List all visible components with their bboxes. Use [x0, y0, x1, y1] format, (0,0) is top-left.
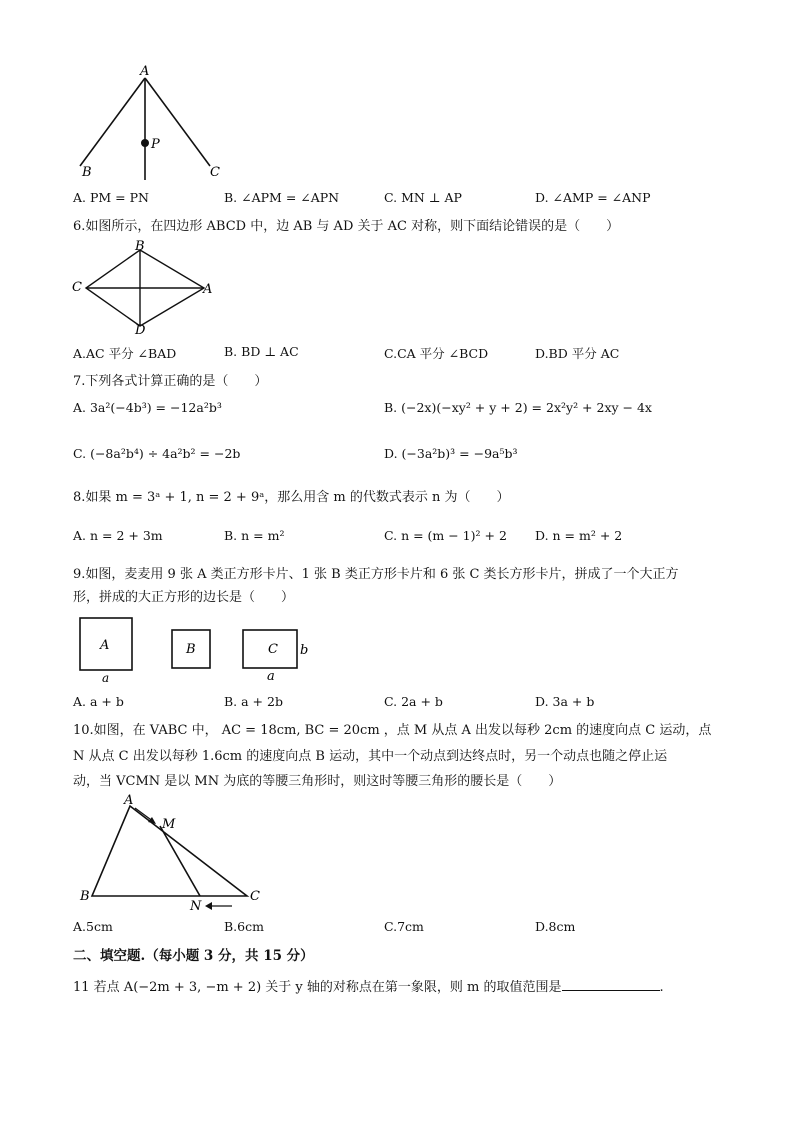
q5-label-p: P [151, 137, 160, 152]
q6-figure [72, 238, 222, 334]
q8-option-c: C. n = (m − 1)² + 2 [384, 528, 507, 543]
q5-label-c: C [210, 165, 220, 180]
q9-option-a: A. a + b [73, 694, 124, 709]
q5-option-c: C. MN ⊥ AP [384, 190, 462, 205]
q5-label-b: B [82, 165, 92, 180]
q11-answer-blank[interactable] [562, 978, 660, 991]
q5-option-b: B. ∠APM = ∠APN [224, 190, 340, 205]
q9-card-a-label: A [100, 638, 110, 653]
q9-card-b-label: B [186, 642, 196, 657]
q10-label-m: M [162, 817, 176, 832]
q10-option-c: C.7cm [384, 919, 424, 934]
q5-line-ac [145, 78, 210, 166]
q10-stem-line2: N 从点 C 出发以每秒 1.6cm 的速度向点 B 运动，其中一个动点到达终点时，另一个动点也随之停止运 [73, 749, 668, 764]
q10-label-c: C [250, 889, 260, 904]
q10-stem-line3: 动，当 VCMN 是以 MN 为底的等腰三角形时，则这时等腰三角形的腰长是（ ） [73, 774, 562, 789]
q10-label-a: A [124, 793, 134, 808]
q10-figure [72, 792, 272, 912]
q10-stem-line1: 10.如图，在 VABC 中， AC = 18cm, BC = 20cm ，点 M 从点 A 出发以每秒 2cm 的速度向点 C 运动，点 [73, 723, 712, 738]
q11-end: . [659, 980, 664, 995]
q10-option-b: B.6cm [224, 919, 264, 934]
q6-option-b: B. BD ⊥ AC [224, 344, 299, 359]
q9-card-c-side-b: b [300, 643, 309, 658]
q5-figure [72, 62, 222, 182]
q9-card-a-side: a [102, 671, 110, 684]
q7-option-a: A. 3a²(−4b³) = −12a²b³ [73, 400, 222, 415]
q5-option-a: A. PM = PN [73, 190, 149, 205]
q10-arrowhead-cn [205, 902, 212, 910]
q6-stem: 6.如图所示，在四边形 ABCD 中，边 AB 与 AD 关于 AC 对称，则下面结论错误的是（ ） [73, 219, 620, 234]
q6-label-d: D [135, 323, 146, 334]
q9-stem-line2: 形，拼成的大正方形的边长是（ ） [73, 590, 295, 605]
q9-figure [72, 612, 322, 684]
q5-label-a: A [140, 64, 150, 79]
q7-stem: 7.下列各式计算正确的是（ ） [73, 374, 268, 389]
q9-option-c: C. 2a + b [384, 694, 443, 709]
q6-label-b: B [135, 239, 145, 254]
q6-option-a: A.AC 平分 ∠BAD [73, 346, 177, 361]
q6-label-c: C [72, 280, 82, 295]
q11-stem: 11 若点 A(−2m + 3, −m + 2) 关于 y 轴的对称点在第一象限，则 m 的取值范围是 [73, 980, 562, 995]
q6-option-c: C.CA 平分 ∠BCD [384, 346, 489, 361]
q9-card-c-side-a: a [267, 669, 275, 684]
q10-label-n: N [190, 899, 202, 912]
q7-option-d: D. (−3a²b)³ = −9a⁵b³ [384, 446, 518, 461]
q7-option-c: C. (−8a²b⁴) ÷ 4a²b² = −2b [73, 446, 241, 461]
q5-line-ab [80, 78, 145, 166]
q9-option-d: D. 3a + b [535, 694, 595, 709]
q10-label-b: B [80, 889, 90, 904]
q6-option-d: D.BD 平分 AC [535, 346, 620, 361]
q9-card-c-label: C [268, 642, 278, 657]
q11-line [73, 976, 664, 995]
q10-option-d: D.8cm [535, 919, 576, 934]
q10-option-a: A.5cm [73, 919, 113, 934]
q8-option-d: D. n = m² + 2 [535, 528, 623, 543]
q8-option-a: A. n = 2 + 3m [73, 528, 163, 543]
q8-option-b: B. n = m² [224, 528, 285, 543]
q9-stem-line1: 9.如图，麦麦用 9 张 A 类正方形卡片、1 张 B 类正方形卡片和 6 张 C 类长方形卡片，拼成了一个大正方 [73, 567, 679, 582]
section-2-title: 二、填空题.（每小题 3 分，共 15 分） [73, 948, 314, 964]
q8-stem: 8.如果 m = 3ᵃ + 1, n = 2 + 9ᵃ，那么用含 m 的代数式表示 n 为（ ） [73, 490, 510, 505]
q6-label-a: A [203, 282, 213, 297]
q5-point-p [141, 139, 149, 147]
q9-option-b: B. a + 2b [224, 694, 283, 709]
q7-option-b: B. (−2x)(−xy² + y + 2) = 2x²y² + 2xy − 4x [384, 400, 652, 415]
q10-segment-mn [160, 826, 200, 896]
q5-option-d: D. ∠AMP = ∠ANP [535, 190, 651, 205]
